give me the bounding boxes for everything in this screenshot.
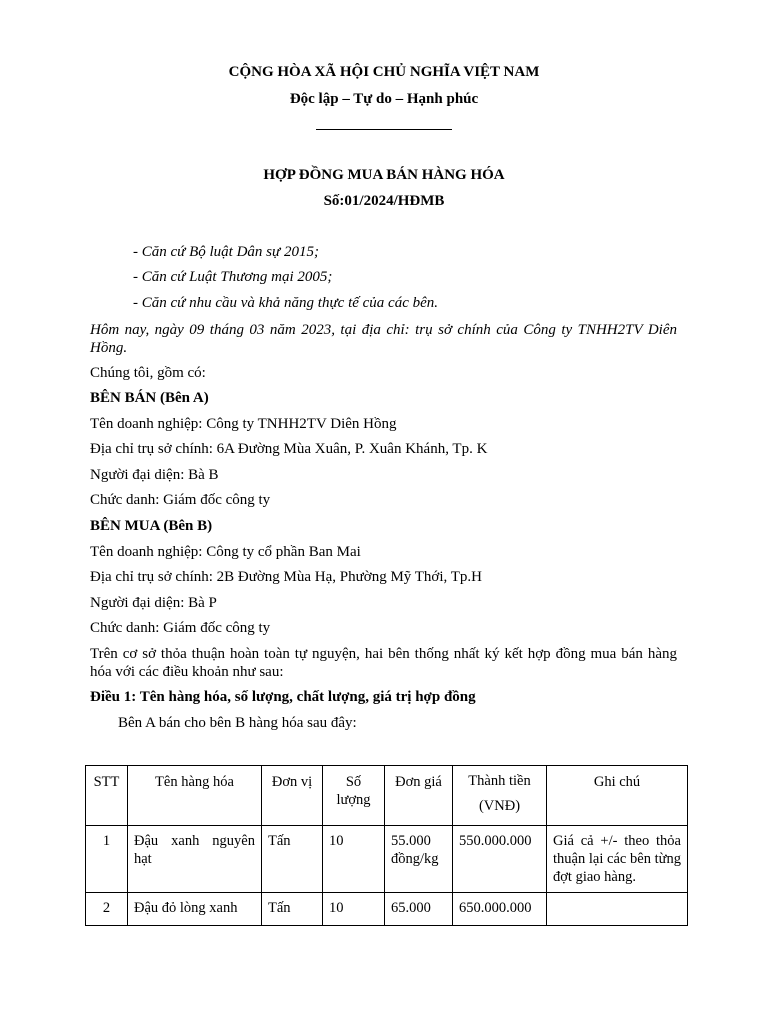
col-header-total-line1: Thành tiền xyxy=(468,773,531,789)
seller-company: Tên doanh nghiệp: Công ty TNHH2TV Diên Hồng xyxy=(90,416,397,432)
col-header-total xyxy=(453,766,547,826)
legal-basis-1: - Căn cứ Bộ luật Dân sự 2015; xyxy=(133,244,319,260)
cell-name: Đậu xanh nguyên hạt xyxy=(128,826,262,893)
col-header-name: Tên hàng hóa xyxy=(128,766,262,826)
national-motto: Độc lập – Tự do – Hạnh phúc xyxy=(289,91,479,107)
col-header-unit: Đơn vị xyxy=(262,766,323,826)
cell-quantity: 10 xyxy=(323,826,385,893)
cell-quantity: 10 xyxy=(323,893,385,926)
country-name: CỘNG HÒA XÃ HỘI CHỦ NGHĨA VIỆT NAM xyxy=(228,64,540,80)
buyer-representative: Người đại diện: Bà P xyxy=(90,595,217,611)
goods-table xyxy=(85,765,688,926)
cell-stt: 2 xyxy=(86,893,128,926)
article-1-heading: Điều 1: Tên hàng hóa, số lượng, chất lượng, giá trị hợp đồng xyxy=(90,689,476,705)
cell-price: 65.000 xyxy=(385,893,453,926)
col-header-quantity xyxy=(323,766,385,826)
col-header-price: Đơn giá xyxy=(385,766,453,826)
col-header-stt: STT xyxy=(86,766,128,826)
contract-title: HỢP ĐỒNG MUA BÁN HÀNG HÓA xyxy=(263,167,505,183)
header-divider xyxy=(316,129,452,130)
legal-basis-3: - Căn cứ nhu cầu và khả năng thực tế của các bên. xyxy=(133,295,439,311)
col-header-note: Ghi chú xyxy=(547,766,688,826)
cell-unit: Tấn xyxy=(262,826,323,893)
cell-note: Giá cả +/- theo thỏa thuận lại các bên từng đợt giao hàng. xyxy=(547,826,688,893)
buyer-address: Địa chỉ trụ sở chính: 2B Đường Mùa Hạ, Phường Mỹ Thới, Tp.H xyxy=(90,569,482,585)
cell-price: 55.000 đồng/kg xyxy=(385,826,453,893)
table-row xyxy=(86,826,688,893)
contract-number: Số:01/2024/HĐMB xyxy=(323,193,445,209)
seller-representative: Người đại diện: Bà B xyxy=(90,467,219,483)
cell-stt: 1 xyxy=(86,826,128,893)
cell-total: 550.000.000 xyxy=(453,826,547,893)
buyer-company: Tên doanh nghiệp: Công ty cổ phần Ban Mai xyxy=(90,544,361,560)
cell-total: 650.000.000 xyxy=(453,893,547,926)
cell-name: Đậu đỏ lòng xanh xyxy=(128,893,262,926)
article-1-lead: Bên A bán cho bên B hàng hóa sau đây: xyxy=(118,715,357,731)
agreement-paragraph: Trên cơ sở thỏa thuận hoàn toàn tự nguyện, hai bên thống nhất ký kết hợp đồng mua bán hàng hóa với các điều khoản như sau: xyxy=(90,646,677,680)
legal-basis-2: - Căn cứ Luật Thương mại 2005; xyxy=(133,269,333,285)
col-header-quantity-line2: lượng xyxy=(336,792,371,808)
seller-address: Địa chỉ trụ sở chính: 6A Đường Mùa Xuân, P. Xuân Khánh, Tp. K xyxy=(90,441,488,457)
cell-note xyxy=(547,893,688,926)
seller-heading: BÊN BÁN (Bên A) xyxy=(90,390,209,406)
buyer-position: Chức danh: Giám đốc công ty xyxy=(90,620,271,636)
col-header-quantity-line1: Số xyxy=(345,774,362,790)
parties-intro: Chúng tôi, gồm có: xyxy=(90,365,206,381)
intro-paragraph: Hôm nay, ngày 09 tháng 03 năm 2023, tại địa chỉ: trụ sở chính của Công ty TNHH2TV Diên Hồng. xyxy=(90,322,677,356)
seller-position: Chức danh: Giám đốc công ty xyxy=(90,492,271,508)
table-header-row xyxy=(86,766,688,826)
table-row xyxy=(86,893,688,926)
cell-unit: Tấn xyxy=(262,893,323,926)
col-header-total-line2: (VNĐ) xyxy=(478,798,521,814)
buyer-heading: BÊN MUA (Bên B) xyxy=(90,518,213,534)
